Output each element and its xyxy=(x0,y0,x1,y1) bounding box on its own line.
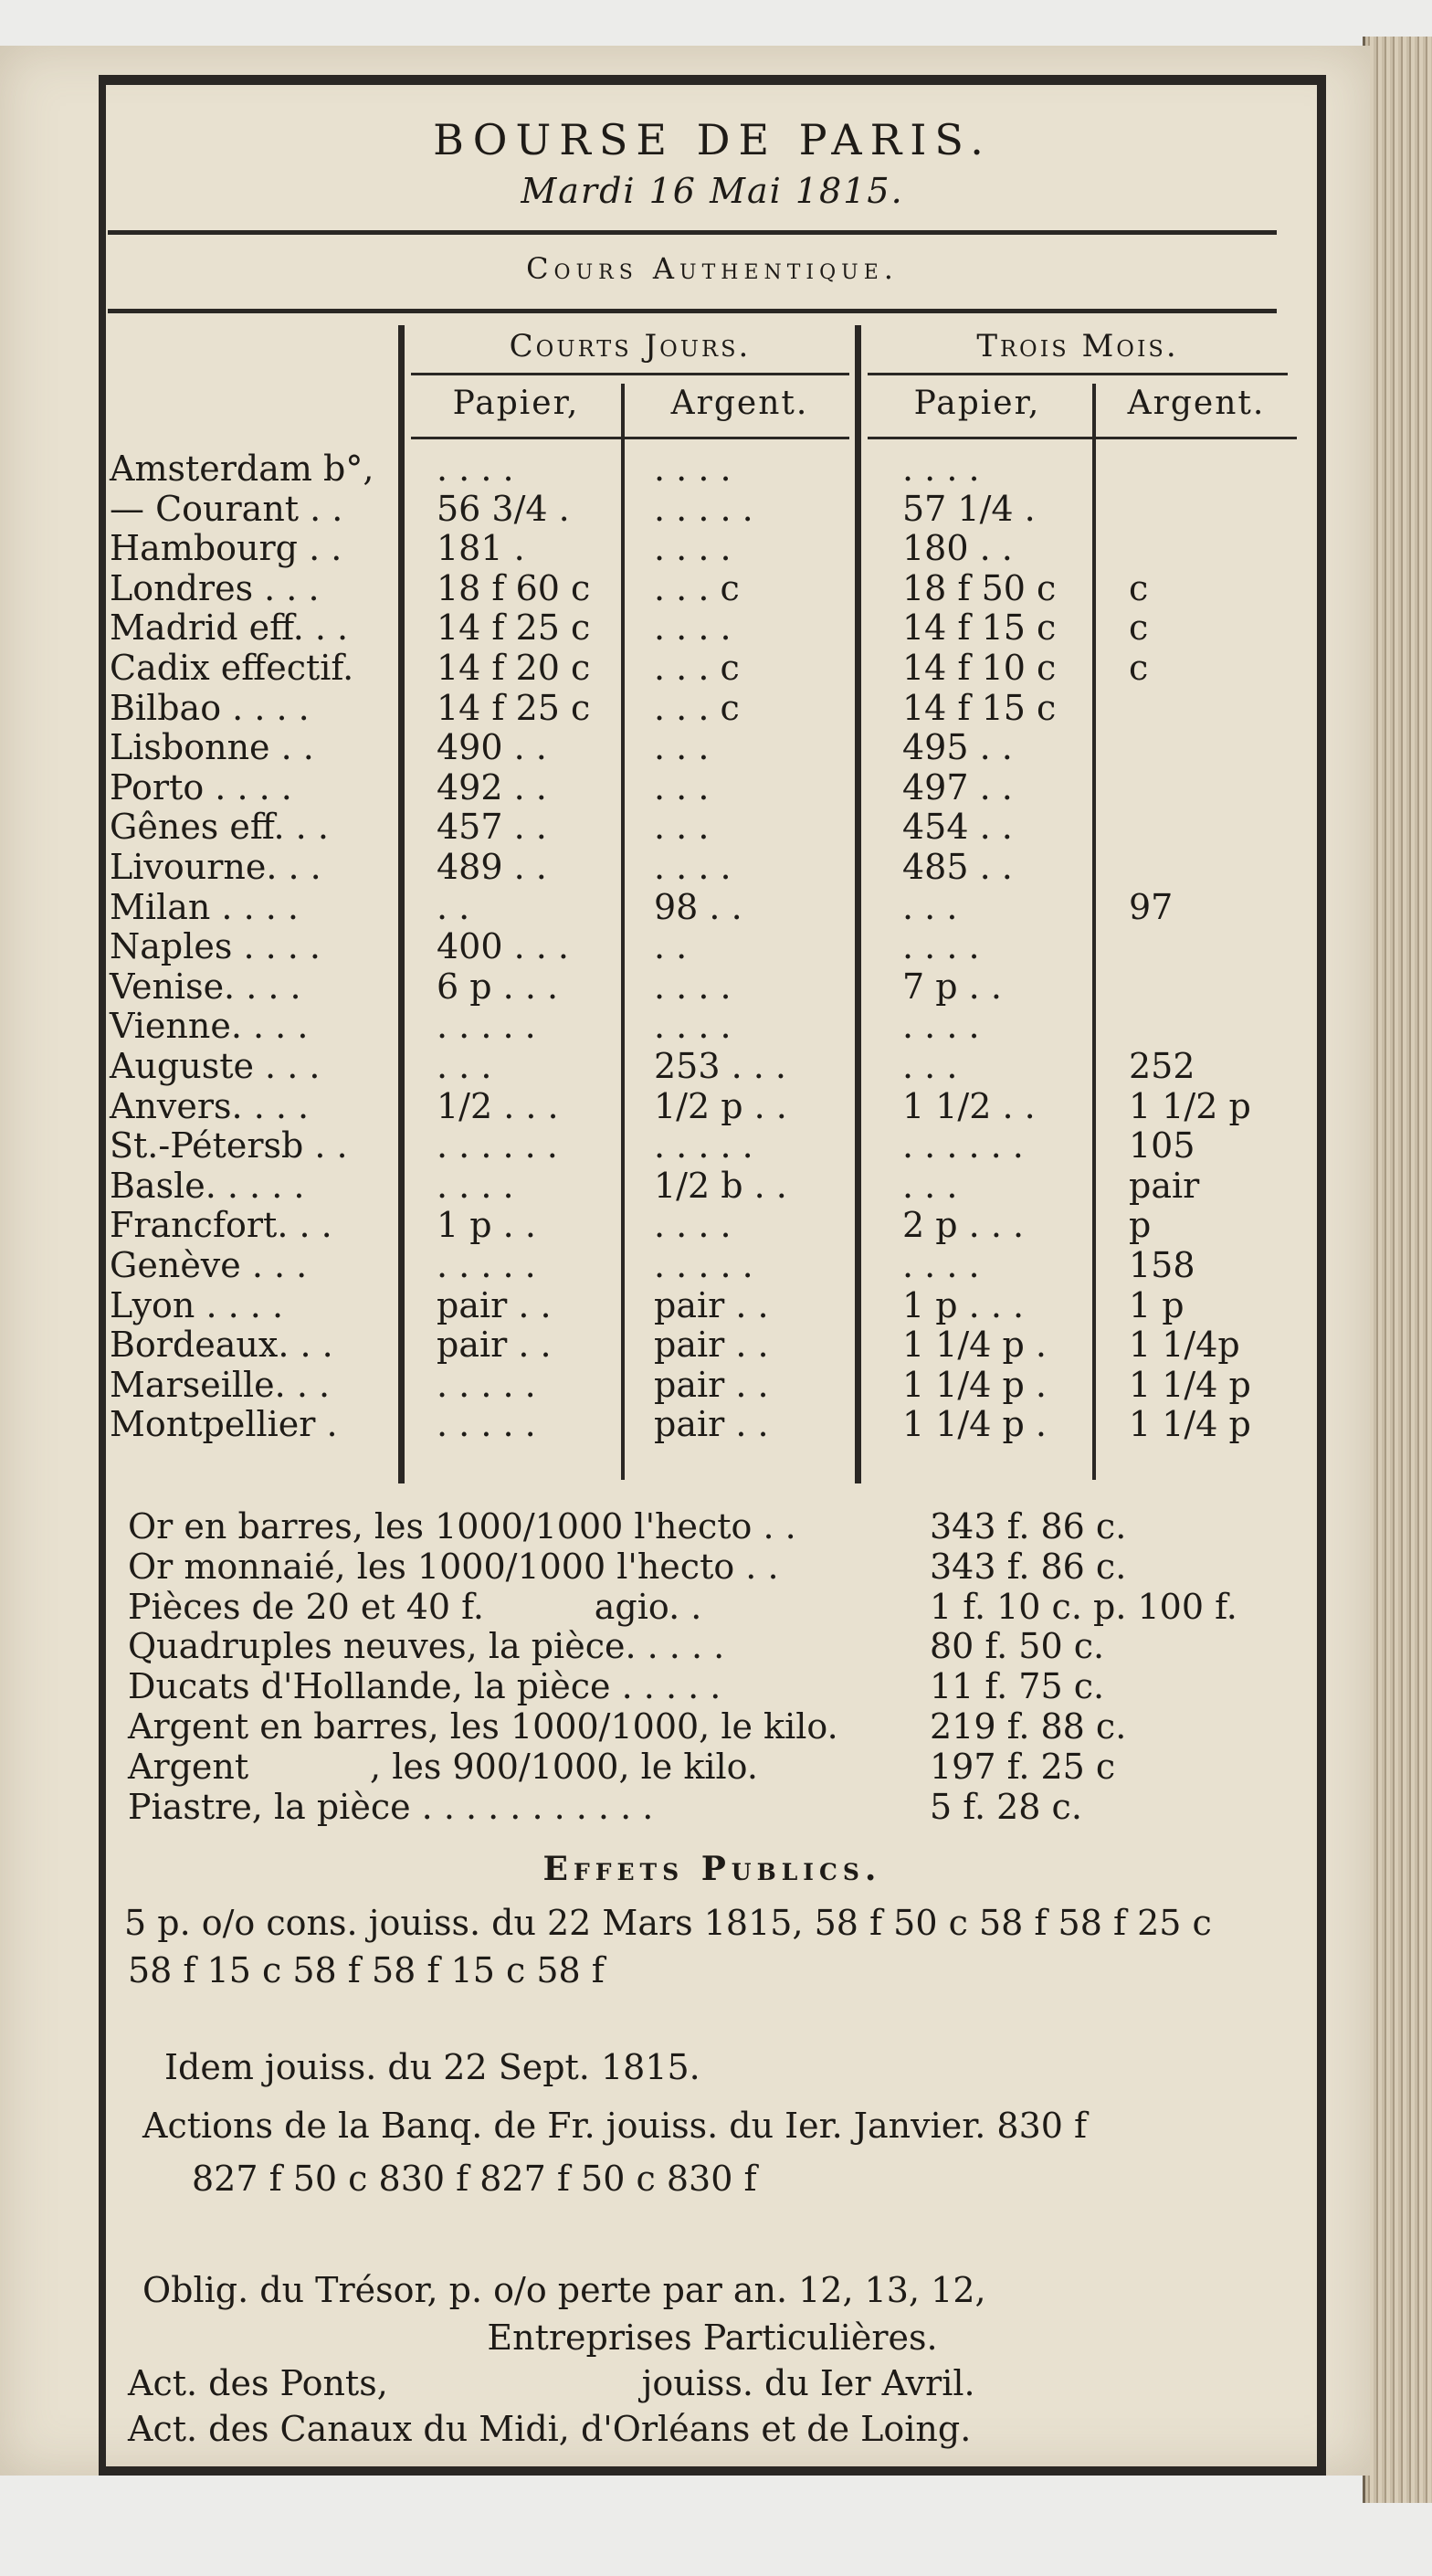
row-cj-argent: . . . . xyxy=(654,607,732,649)
row-cj-papier: 14 f 20 c xyxy=(437,648,591,688)
row-cj-papier: . . . . . xyxy=(437,1364,536,1405)
row-tm-papier: 57 1/4 . xyxy=(902,488,1036,529)
row-cj-argent: 98 . . xyxy=(654,886,742,927)
metal-value: 343 f. 86 c. xyxy=(930,1506,1127,1547)
metal-value: 11 f. 75 c. xyxy=(930,1666,1105,1707)
row-place: Marseille. . . xyxy=(110,1364,331,1405)
metal-value: 343 f. 86 c. xyxy=(930,1546,1127,1587)
row-cj-papier: 181 . xyxy=(437,528,525,569)
row-tm-papier: 2 p . . . xyxy=(902,1205,1025,1246)
row-place: Anvers. . . . xyxy=(110,1085,310,1126)
row-cj-argent: . . . . . xyxy=(654,488,753,529)
row-cj-argent: 1/2 p . . xyxy=(654,1085,787,1126)
row-cj-argent: 253 . . . xyxy=(654,1046,787,1086)
rule-cols-courts xyxy=(411,437,849,439)
row-cj-argent: . . . . xyxy=(654,1205,732,1246)
page-title: BOURSE DE PARIS. xyxy=(433,115,992,164)
row-place: Auguste . . . xyxy=(110,1046,321,1086)
metal-value: 219 f. 88 c. xyxy=(930,1706,1127,1747)
metal-value: 5 f. 28 c. xyxy=(930,1786,1082,1827)
row-tm-papier: 495 . . xyxy=(902,727,1013,768)
row-tm-argent: 97 xyxy=(1129,886,1174,927)
row-place: Basle. . . . . xyxy=(110,1165,305,1206)
row-cj-argent: . . . . . xyxy=(654,1245,753,1285)
row-cj-argent: 1/2 b . . xyxy=(654,1165,787,1206)
row-cj-argent: . . . c xyxy=(654,648,740,688)
row-tm-papier: 1 1/4 p . xyxy=(902,1325,1047,1366)
row-place: — Courant . . xyxy=(110,488,343,529)
row-cj-argent: . . . . xyxy=(654,449,732,489)
row-cj-argent: pair . . xyxy=(654,1325,769,1366)
row-tm-papier: 14 f 15 c xyxy=(902,607,1057,649)
row-cj-papier: 14 f 25 c xyxy=(437,687,591,728)
effets-heading: Effets Publics. xyxy=(542,1850,882,1888)
row-cj-argent: . . . xyxy=(654,727,710,768)
row-tm-papier: 180 . . xyxy=(902,528,1013,569)
row-place: Vienne. . . . xyxy=(110,1006,309,1047)
row-cj-papier: 56 3/4 . xyxy=(437,488,570,529)
row-cj-argent: . . . . xyxy=(654,1006,732,1047)
act-ponts: Act. des Ponts, jouiss. du Ier Avril. xyxy=(128,2363,975,2403)
row-cj-argent: . . . . xyxy=(654,528,732,569)
row-tm-argent: 1 1/2 p xyxy=(1129,1085,1251,1126)
row-cj-papier: 489 . . xyxy=(437,847,547,887)
entreprises-heading: Entreprises Particulières. xyxy=(487,2317,938,2358)
row-tm-argent: 158 xyxy=(1129,1245,1195,1285)
row-tm-papier: . . . xyxy=(902,1046,958,1086)
metal-label: Argent , les 900/1000, le kilo. xyxy=(128,1746,758,1787)
row-cj-papier: . . . . . xyxy=(437,1006,536,1047)
rule-under-date xyxy=(108,230,1277,235)
row-cj-argent: . . . . . xyxy=(654,1125,753,1167)
row-place: Francfort. . . xyxy=(110,1205,332,1246)
row-tm-papier: 1 p . . . xyxy=(902,1284,1025,1325)
header-tm-papier: Papier, xyxy=(913,385,1041,422)
row-place: Lisbonne . . xyxy=(110,727,314,768)
row-cj-papier: . . . xyxy=(437,1046,492,1086)
row-cj-papier: pair . . xyxy=(437,1284,552,1325)
row-cj-papier: pair . . xyxy=(437,1325,552,1366)
section-title: Cours Authentique. xyxy=(526,251,899,286)
row-tm-papier: . . . xyxy=(902,1165,958,1206)
act-canaux: Act. des Canaux du Midi, d'Orléans et de Loing. xyxy=(128,2409,972,2449)
row-place: Naples . . . . xyxy=(110,926,321,967)
rule-under-section xyxy=(108,309,1277,313)
row-tm-papier: . . . . xyxy=(902,926,980,967)
effets-idem: Idem jouiss. du 22 Sept. 1815. xyxy=(164,2047,700,2087)
header-cj-argent: Argent. xyxy=(670,385,809,422)
metal-value: 1 f. 10 c. p. 100 f. xyxy=(930,1586,1237,1627)
row-tm-argent: 1 1/4p xyxy=(1129,1325,1240,1366)
row-place: Cadix effectif. xyxy=(110,648,354,688)
row-cj-papier: 6 p . . . xyxy=(437,966,559,1007)
row-place: Hambourg . . xyxy=(110,528,342,569)
metal-label: Or monnaié, les 1000/1000 l'hecto . . xyxy=(128,1546,779,1587)
metal-label: Pièces de 20 et 40 f. agio. . xyxy=(128,1586,702,1627)
row-place: Livourne. . . xyxy=(110,847,321,887)
metal-label: Or en barres, les 1000/1000 l'hecto . . xyxy=(128,1506,796,1547)
row-tm-papier: 1 1/4 p . xyxy=(902,1404,1047,1445)
row-cj-argent: pair . . xyxy=(654,1364,769,1405)
row-cj-argent: . . xyxy=(654,926,688,967)
row-place: St.-Pétersb . . xyxy=(110,1125,348,1167)
header-trois-mois: Trois Mois. xyxy=(976,328,1179,364)
vrule-cj-mid xyxy=(621,384,625,1480)
page-date: Mardi 16 Mai 1815. xyxy=(521,171,904,211)
effets-rente-line2: 58 f 15 c 58 f 58 f 15 c 58 f xyxy=(128,1950,605,1990)
rule-trois xyxy=(868,373,1288,375)
row-tm-papier: . . . . . . xyxy=(902,1125,1024,1167)
row-cj-argent: pair . . xyxy=(654,1404,769,1445)
effets-actions-line1: Actions de la Banq. de Fr. jouiss. du Ier. Janvier. 830 f xyxy=(142,2106,1088,2146)
row-place: Bordeaux. . . xyxy=(110,1325,333,1366)
row-cj-papier: 1 p . . xyxy=(437,1205,536,1246)
row-tm-papier: 7 p . . xyxy=(902,966,1002,1007)
row-cj-papier: 14 f 25 c xyxy=(437,607,591,649)
metal-label: Quadruples neuves, la pièce. . . . . xyxy=(128,1626,725,1667)
row-cj-papier: . . . . xyxy=(437,1165,514,1206)
row-tm-papier: 14 f 10 c xyxy=(902,648,1057,688)
row-cj-argent: . . . c xyxy=(654,687,740,728)
effets-actions-line2: 827 f 50 c 830 f 827 f 50 c 830 f xyxy=(192,2159,757,2199)
row-tm-papier: . . . xyxy=(902,886,958,927)
row-place: Bilbao . . . . xyxy=(110,687,310,728)
row-tm-argent: pair xyxy=(1129,1165,1200,1206)
row-tm-argent: c xyxy=(1129,607,1149,649)
row-cj-argent: . . . . xyxy=(654,966,732,1007)
row-tm-papier: 454 . . xyxy=(902,807,1013,848)
header-tm-argent: Argent. xyxy=(1127,385,1266,422)
row-tm-papier: 1 1/2 . . xyxy=(902,1085,1036,1126)
row-place: Montpellier . xyxy=(110,1404,338,1445)
metal-label: Argent en barres, les 1000/1000, le kilo. xyxy=(128,1706,838,1747)
metal-label: Piastre, la pièce . . . . . . . . . . . xyxy=(128,1786,654,1827)
row-tm-papier: 497 . . xyxy=(902,766,1013,808)
vrule-places xyxy=(398,325,405,1483)
metal-value: 80 f. 50 c. xyxy=(930,1626,1105,1667)
row-cj-papier: 400 . . . xyxy=(437,926,570,967)
row-cj-papier: . . . . . xyxy=(437,1245,536,1285)
row-place: Venise. . . . xyxy=(110,966,301,1007)
vrule-groups xyxy=(855,325,861,1483)
row-cj-papier: 1/2 . . . xyxy=(437,1085,559,1126)
header-cj-papier: Papier, xyxy=(452,385,580,422)
row-place: Genève . . . xyxy=(110,1245,308,1285)
header-courts-jours: Courts Jours. xyxy=(509,328,752,364)
row-place: Lyon . . . . xyxy=(110,1284,284,1325)
row-tm-argent: 1 p xyxy=(1129,1284,1185,1325)
row-place: Amsterdam b°, xyxy=(110,449,374,489)
row-tm-argent: p xyxy=(1129,1205,1152,1246)
row-cj-papier: 492 . . xyxy=(437,766,547,808)
rule-courts xyxy=(411,373,849,375)
row-place: Milan . . . . xyxy=(110,886,299,927)
row-tm-argent: 105 xyxy=(1129,1125,1195,1167)
rule-cols-trois xyxy=(868,437,1297,439)
row-place: Gênes eff. . . xyxy=(110,807,329,848)
metal-value: 197 f. 25 c xyxy=(930,1746,1116,1787)
row-tm-papier: 14 f 15 c xyxy=(902,687,1057,728)
row-tm-papier: 485 . . xyxy=(902,847,1013,887)
row-tm-papier: 18 f 50 c xyxy=(902,567,1057,608)
row-cj-argent: . . . xyxy=(654,766,710,808)
row-cj-papier: . . . . . . xyxy=(437,1125,558,1167)
row-cj-papier: . . . . . xyxy=(437,1404,536,1445)
row-cj-papier: 490 . . xyxy=(437,727,547,768)
row-place: Madrid eff. . . xyxy=(110,607,349,649)
row-tm-argent: 1 1/4 p xyxy=(1129,1364,1251,1405)
row-cj-argent: pair . . xyxy=(654,1284,769,1325)
row-tm-papier: . . . . xyxy=(902,1245,980,1285)
row-cj-papier: . . xyxy=(437,886,470,927)
row-tm-papier: 1 1/4 p . xyxy=(902,1364,1047,1405)
effets-oblig: Oblig. du Trésor, p. o/o perte par an. 12, 13, 12, xyxy=(142,2270,986,2310)
row-cj-argent: . . . xyxy=(654,807,710,848)
row-cj-papier: 18 f 60 c xyxy=(437,567,591,608)
row-tm-argent: c xyxy=(1129,648,1149,688)
row-tm-argent: 252 xyxy=(1129,1046,1195,1086)
metal-label: Ducats d'Hollande, la pièce . . . . . xyxy=(128,1666,721,1707)
vrule-tm-mid xyxy=(1092,384,1096,1480)
row-cj-papier: . . . . xyxy=(437,449,514,489)
book-page-edges xyxy=(1363,37,1432,2503)
row-tm-papier: . . . . xyxy=(902,449,980,489)
row-cj-argent: . . . . xyxy=(654,847,732,887)
row-place: Londres . . . xyxy=(110,567,320,608)
row-place: Porto . . . . xyxy=(110,766,292,808)
row-tm-argent: c xyxy=(1129,567,1149,608)
row-tm-papier: . . . . xyxy=(902,1006,980,1047)
row-cj-argent: . . . c xyxy=(654,567,740,608)
row-cj-papier: 457 . . xyxy=(437,807,547,848)
row-tm-argent: 1 1/4 p xyxy=(1129,1404,1251,1445)
effets-rente-line1: 5 p. o/o cons. jouiss. du 22 Mars 1815, 58 f 50 c 58 f 58 f 25 c xyxy=(124,1903,1212,1943)
